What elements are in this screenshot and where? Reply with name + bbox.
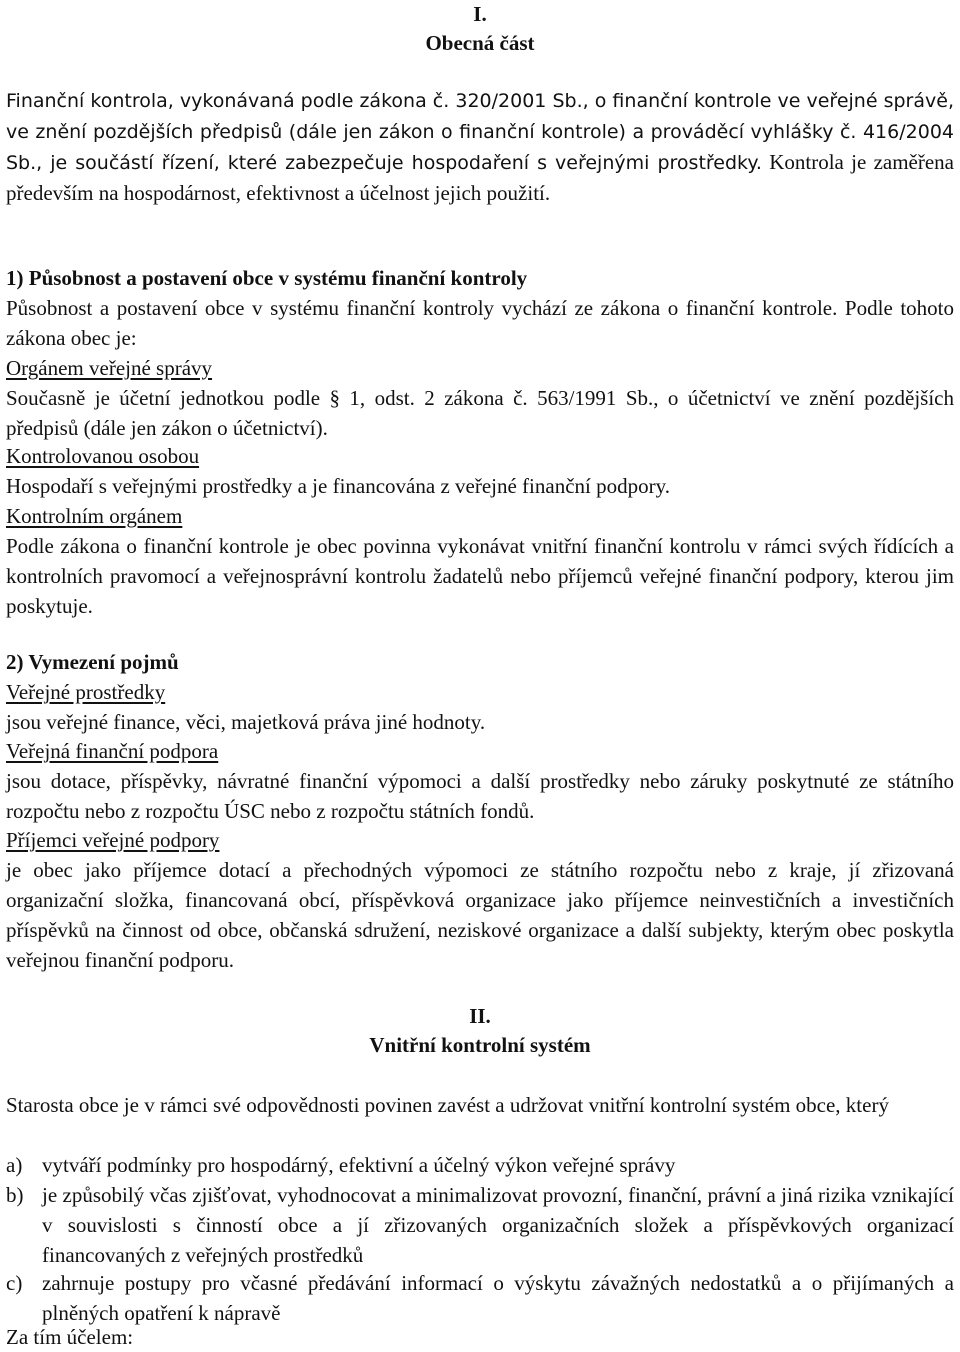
list-item-b [6,1180,954,1270]
section2-term-2: Veřejná finanční podpora [6,739,219,763]
section2-heading: 2) Vymezení pojmů [6,650,179,674]
section2-term-2-text: jsou dotace, příspěvky, návratné finanční výpomoci a další prostředky nebo záruky poskytnuté ze státního rozpočtu nebo z rozpočtu ÚSC nebo z rozpočtu státních fondů. [6,769,954,823]
part2-header [0,1002,960,1060]
part1-intro-b: Kontrola je zaměřena především na hospodárnost, efektivnost a účelnost jejich použití. [6,150,955,205]
section2-term-3-text: je obec jako příjemce dotací a přechodných výpomoci ze státního rozpočtu nebo z kraje, jí zřizovaná organizační složka, financovaná obcí, příspěvková organizace jako příjemce neinvestičních a investičních příspěvků na činnost od obce, občanská sdružení, neziskové organizace a další subjekty, kterým obec poskytla veřejnou finanční podporu. [6,858,954,972]
part1-header [0,0,960,58]
section1-term-3-text: Podle zákona o finanční kontrole je obec povinna vykonávat vnitřní finanční kontrolu v rámci svých řídících a kontrolních pravomocí a veřejnosprávní kontrolu žadatelů nebo příjemců veřejné finanční podpory, kterou jim poskytuje. [6,534,954,618]
section1-term-2: Kontrolovanou osobou [6,444,200,468]
list-item-a [6,1150,954,1180]
section1-term-2-text: Hospodaří s veřejnými prostředky a je financována z veřejné finanční podpory. [6,474,670,498]
list-item-label: c) [6,1271,23,1295]
section1-term-3: Kontrolním orgánem [6,504,183,528]
part1-intro-a: Finanční kontrola, vykonávaná podle zákona č. 320/2001 Sb., o finanční kontrole ve veřejné správě, ve znění pozdějších předpisů (dále jen zákon o finanční kontrole) a prováděcí vyhlášky č. 416/2004 Sb., je součástí řízení, které zabezpečuje hospodaření s veřejnými prostředky. [6,90,954,174]
part2-roman: II. [469,1004,491,1028]
section2-term-3: Příjemci veřejné podpory [6,828,220,852]
list-item-text: vytváří podmínky pro hospodárný, efektivní a účelný výkon veřejné správy [42,1153,676,1177]
part1-intro [6,85,954,208]
section2-term-1: Veřejné prostředky [6,680,166,704]
list-item-c [6,1268,954,1328]
list-item-label: b) [6,1183,24,1207]
list-item-label: a) [6,1153,23,1177]
part1-roman: I. [473,2,487,26]
section1-term-1: Orgánem veřejné správy [6,356,213,380]
section1-term-1-text: Současně je účetní jednotkou podle § 1, odst. 2 zákona č. 563/1991 Sb., o účetnictví ve znění pozdějších předpisů (dále jen zákon o účetnictví). [6,386,954,440]
section2-term-1-text: jsou veřejné finance, věci, majetková práva jiné hodnoty. [6,710,486,734]
part2-title: Vnitřní kontrolní systém [369,1033,591,1057]
list-item-text: je způsobilý včas zjišťovat, vyhodnocovat a minimalizovat provozní, finanční, právní a jiná rizika vznikající v souvislosti s činností obce a jí zřizovaných organizačních složek a příspěvkových organizací financovaných z veřejných prostředků [42,1183,954,1267]
list-item-text: zahrnuje postupy pro včasné předávání informací o výskytu závažných nedostatků a o přijímaných a plněných opatření k nápravě [42,1271,954,1325]
section1-text: Působnost a postavení obce v systému finanční kontroly vychází ze zákona o finanční kontrole. Podle tohoto zákona obec je: [6,296,954,350]
part2-intro: Starosta obce je v rámci své odpovědnosti povinen zavést a udržovat vnitřní kontrolní systém obce, který [6,1093,889,1117]
section1-heading: 1) Působnost a postavení obce v systému finanční kontroly [6,266,528,290]
part2-closing: Za tím účelem: [6,1325,134,1349]
part1-title: Obecná část [425,31,535,55]
